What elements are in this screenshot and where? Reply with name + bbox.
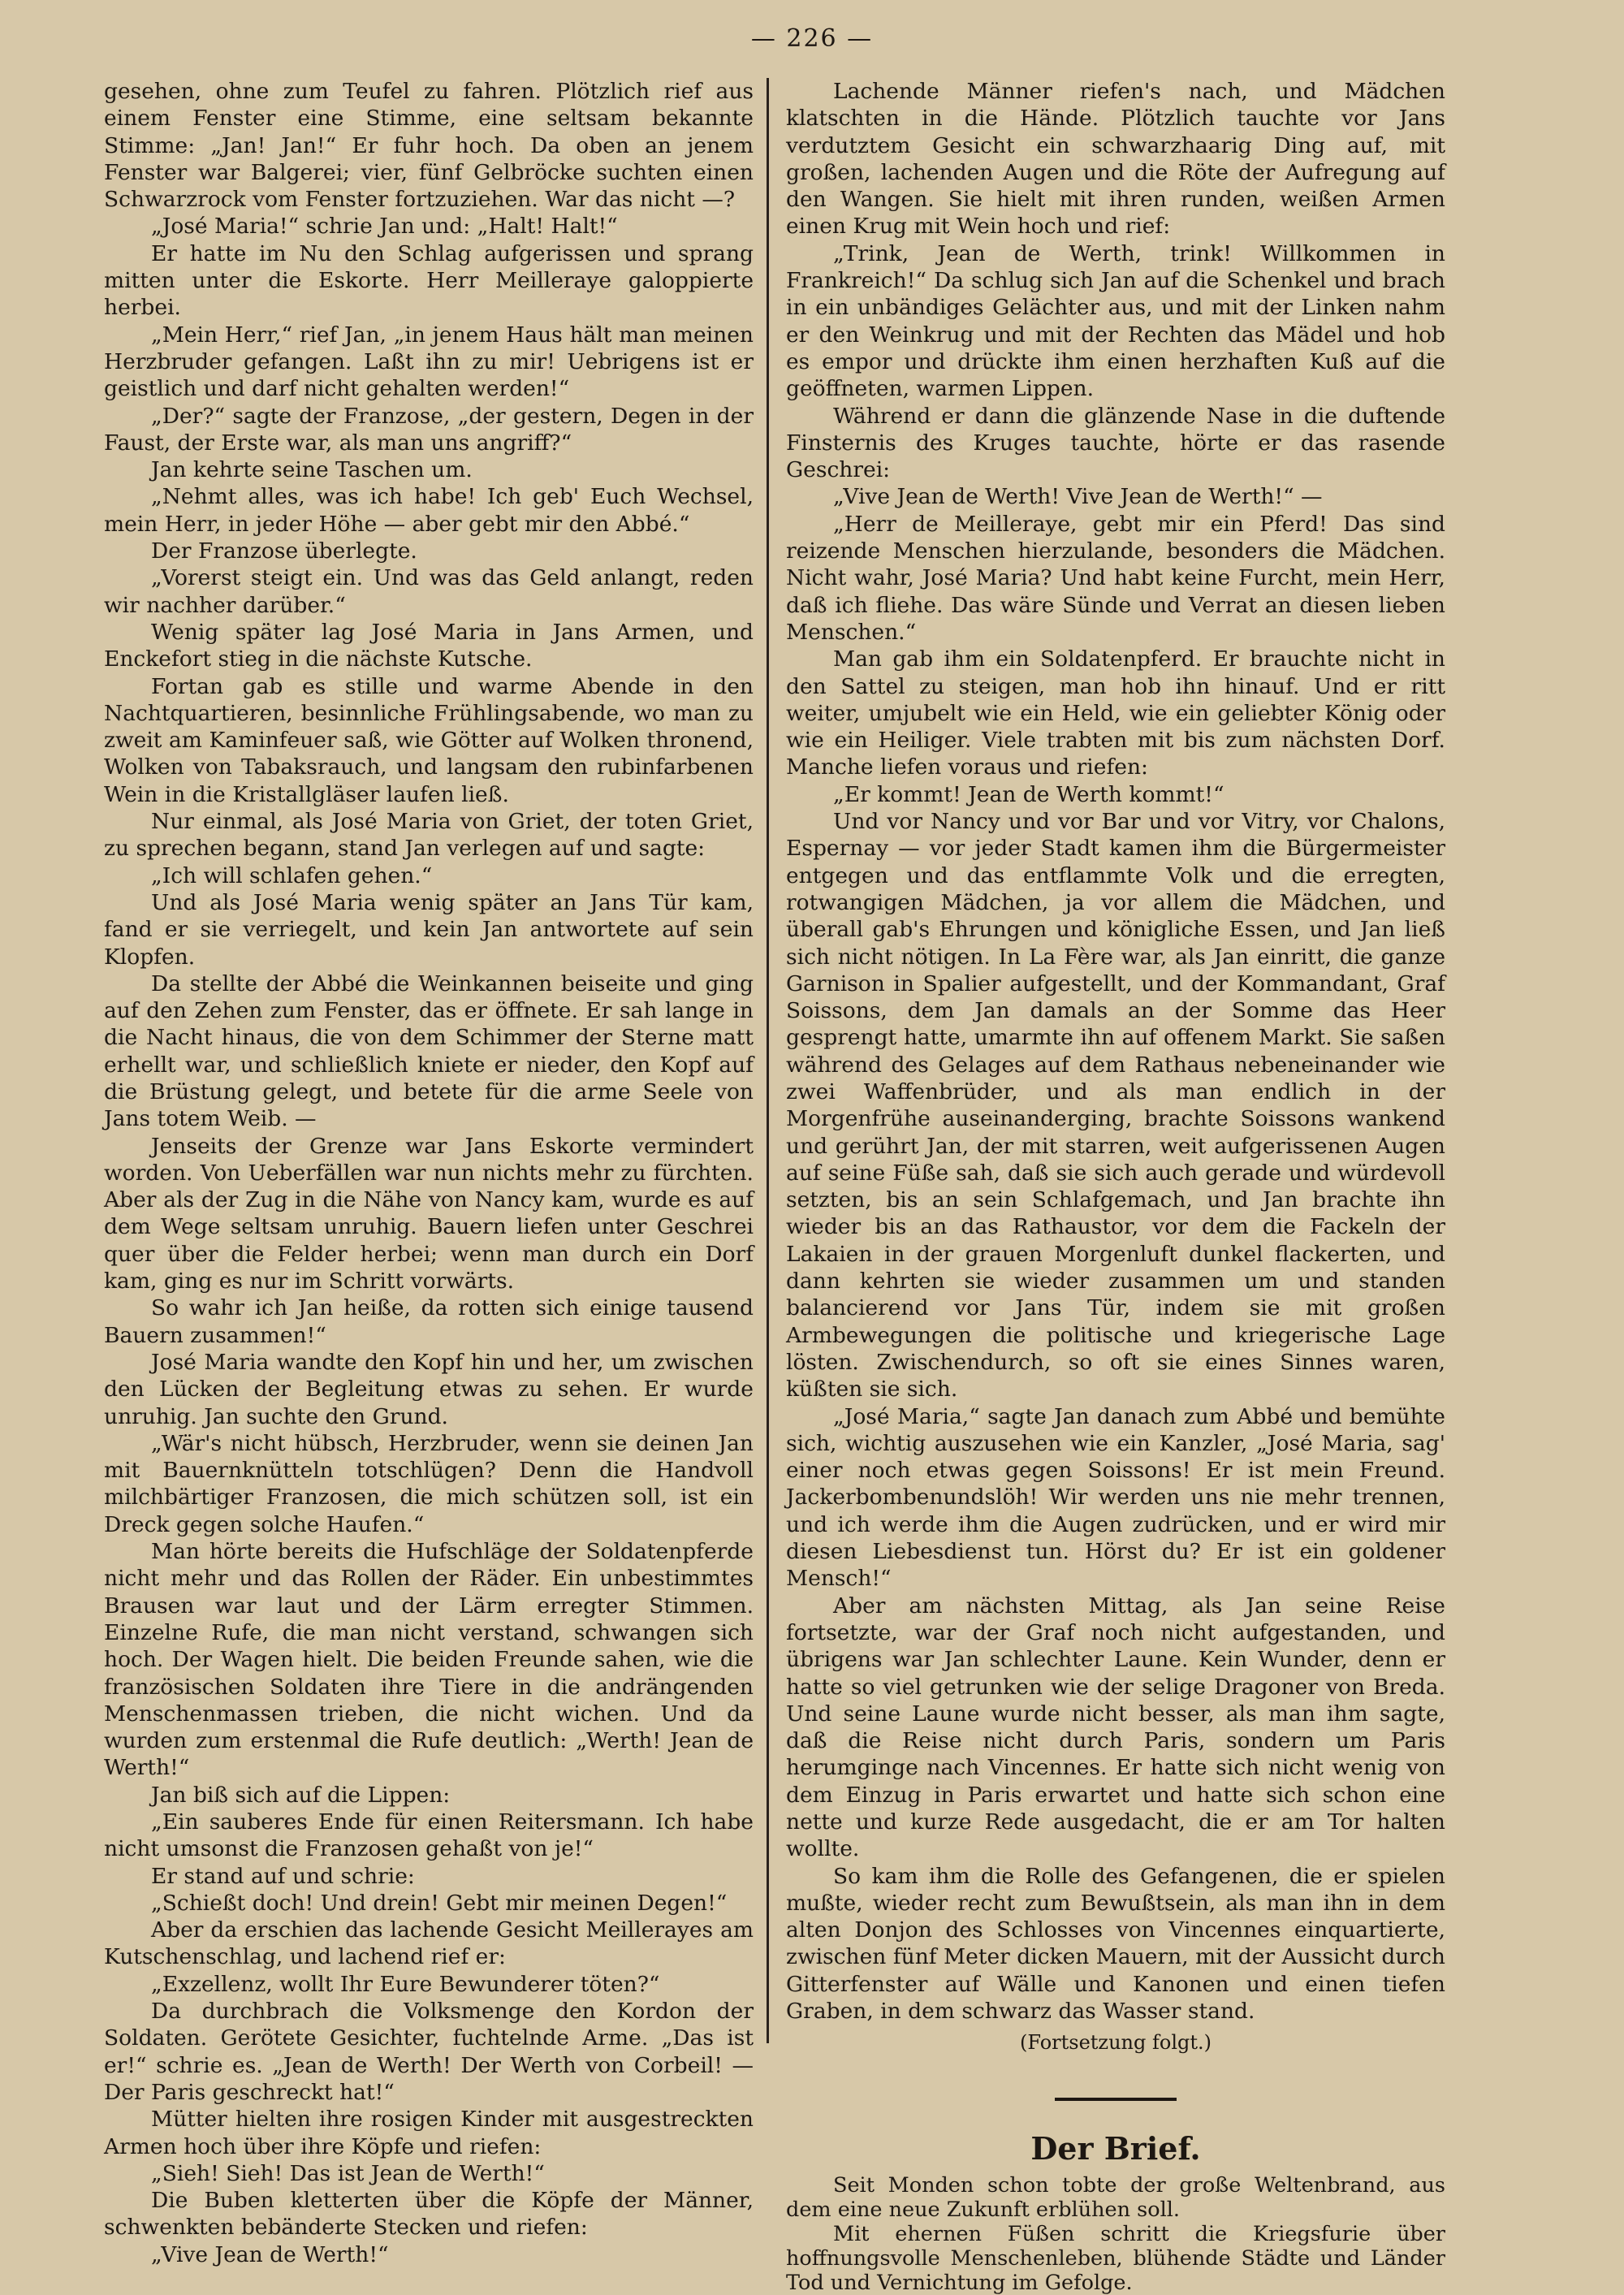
paragraph: „Mein Herr,“ rief Jan, „in jenem Haus hält man meinen Herzbruder gefangen. Laßt ihn zu mir! Uebrigens ist er geistlich und darf nicht gehalten werden!“ <box>104 322 754 402</box>
article-paragraph: Seit Monden schon tobte der große Weltenbrand, aus dem eine neue Zukunft erblühen soll. <box>786 2172 1445 2222</box>
paragraph: gesehen, ohne zum Teufel zu fahren. Plötzlich rief aus einem Fenster eine Stimme, eine seltsam bekannte Stimme: „Jan! Jan!“ Er fuhr hoch. Da oben an jenem Fenster war Balgerei; vier, fünf Gelbröcke suchten einen Schwarzrock vom Fenster fortzuziehen. War das nicht —? <box>104 79 754 213</box>
paragraph: „José Maria!“ schrie Jan und: „Halt! Halt!“ <box>151 214 618 240</box>
paragraph: Da stellte der Abbé die Weinkannen beiseite und ging auf den Zehen zum Fenster, das er öffnete. Er sah lange in die Nacht hinaus, die von dem Schimmer der Sterne matt erhellt war, und schließlich kniete er nieder, den Kopf auf die Brüstung gelegt, und betete für die arme Seele von Jans totem Weib. — <box>104 970 754 1132</box>
paragraph: Man gab ihm ein Soldatenpferd. Er brauchte nicht in den Sattel zu steigen, man hob ihn hinauf. Und er ritt weiter, umjubelt wie ein Held, wie ein geliebter König oder wie ein Heiliger. Viele trabten mit bis zum nächsten Dorf. Manche liefen voraus und riefen: <box>786 646 1445 780</box>
paragraph: „Ein sauberes Ende für einen Reitersmann. Ich habe nicht umsonst die Franzosen gehaßt von je!“ <box>104 1809 754 1862</box>
paragraph: Er hatte im Nu den Schlag aufgerissen und sprang mitten unter die Eskorte. Herr Meilleraye galoppierte herbei. <box>104 240 754 321</box>
paragraph: „Vive Jean de Werth!“ <box>151 2241 389 2267</box>
right-column <box>786 78 1445 2295</box>
paragraph: Jenseits der Grenze war Jans Eskorte vermindert worden. Von Ueberfällen war nun nichts mehr zu fürchten. Aber als der Zug in die Nähe von Nancy kam, wurde es auf dem Wege seltsam unruhig. Bauern liefen unter Geschrei quer über die Felder herbei; wenn man durch ein Dorf kam, ging es nur im Schritt vorwärts. <box>104 1133 754 1294</box>
paragraph: Wenig später lag José Maria in Jans Armen, und Enckefort stieg in die nächste Kutsche. <box>104 619 754 672</box>
paragraph: Fortan gab es stille und warme Abende in den Nachtquartieren, besinnliche Frühlingsabende, wo man zu zweit am Kaminfeuer saß, wie Götter auf Wolken thronend, Wolken von Tabaksrauch, und langsam den rubinfarbenen Wein in die Kristallgläser laufen ließ. <box>104 673 754 807</box>
paragraph: José Maria wandte den Kopf hin und her, um zwischen den Lücken der Begleitung etwas zu sehen. Er wurde unruhig. Jan suchte den Grund. <box>104 1349 754 1429</box>
paragraph: „Exzellenz, wollt Ihr Eure Bewunderer töten?“ <box>151 1971 660 1997</box>
paragraph: „Vive Jean de Werth! Vive Jean de Werth!“ — <box>833 484 1323 510</box>
paragraph: Da durchbrach die Volksmenge den Kordon der Soldaten. Gerötete Gesichter, fuchtelnde Arme. „Das ist er!“ schrie es. „Jean de Werth! Der Werth von Corbeil! — Der Paris geschreckt hat!“ <box>104 1999 754 2105</box>
paragraph: „Wär's nicht hübsch, Herzbruder, wenn sie deinen Jan mit Bauernknütteln totschlügen? Denn die Handvoll milchbärtiger Franzosen, die mich schützen soll, ist ein Dreck gegen solche Haufen.“ <box>104 1430 754 1537</box>
paragraph: So kam ihm die Rolle des Gefangenen, die er spielen mußte, wieder recht zum Bewußtsein, als man ihn in dem alten Donjon des Schlosses von Vincennes einquartierte, zwischen fünf Meter dicken Mauern, mit der Aussicht durch Gitterfenster auf Wälle und Kanonen und einen tiefen Graben, in dem schwarz das Wasser stand. <box>786 1863 1445 2025</box>
paragraph: „Vorerst steigt ein. Und was das Geld anlangt, reden wir nachher darüber.“ <box>104 565 754 618</box>
paragraph: Der Franzose überlegte. <box>151 538 417 564</box>
paragraph: Nur einmal, als José Maria von Griet, der toten Griet, zu sprechen begann, stand Jan verlegen auf und sagte: <box>104 809 754 862</box>
paragraph: Jan kehrte seine Taschen um. <box>151 457 473 483</box>
paragraph: Er stand auf und schrie: <box>151 1863 415 1889</box>
paragraph: „Herr de Meilleraye, gebt mir ein Pferd! Das sind reizende Menschen hierzulande, besonders die Mädchen. Nicht wahr, José Maria? Und habt keine Furcht, mein Herr, daß ich fliehe. Das wäre Sünde und Verrat an diesen lieben Menschen.“ <box>786 511 1445 645</box>
paragraph: Und als José Maria wenig später an Jans Tür kam, fand er sie verriegelt, und kein Jan antwortete auf sein Klopfen. <box>104 889 754 970</box>
paragraph: Lachende Männer riefen's nach, und Mädchen klatschten in die Hände. Plötzlich tauchte vor Jans verdutztem Gesicht ein schwarzhaarig Ding auf, mit großen, lachenden Augen und die Röte der Aufregung auf den Wangen. Sie hielt mit ihren runden, weißen Armen einen Krug mit Wein hoch und rief: <box>786 79 1445 240</box>
paragraph: Die Buben kletterten über die Köpfe der Männer, schwenkten bebänderte Stecken und riefen: <box>104 2188 754 2241</box>
paragraph: Mütter hielten ihre rosigen Kinder mit ausgestreckten Armen hoch über ihre Köpfe und riefen: <box>104 2107 754 2159</box>
page-number: — 226 — <box>750 24 874 53</box>
paragraph: Während er dann die glänzende Nase in die duftende Finsternis des Kruges tauchte, hörte er das rasende Geschrei: <box>786 403 1445 483</box>
section-separator <box>1055 2098 1177 2101</box>
paragraph: Jan biß sich auf die Lippen: <box>151 1782 451 1808</box>
left-column <box>104 78 754 2268</box>
paragraph: Aber am nächsten Mittag, als Jan seine Reise fortsetzte, war der Graf noch nicht aufgestanden, und übrigens war Jan schlechter Laune. Kein Wunder, denn er hatte so viel getrunken wie der selige Dragoner von Breda. Und seine Laune wurde nicht besser, als man ihm sagte, daß die Reise nicht durch Paris, sondern um Paris herumginge nach Vincennes. Er hatte sich nicht wenig von dem Einzug in Paris erwartet und hatte sich schon eine nette und kurze Rede ausgedacht, die er am Tor halten wollte. <box>786 1593 1445 1862</box>
paragraph: „Trink, Jean de Werth, trink! Willkommen in Frankreich!“ Da schlug sich Jan auf die Schenkel und brach in ein unbändiges Gelächter aus, und mit der Linken nahm er den Weinkrug und mit der Rechten das Mädel und hob es empor und drückte ihm einen herzhaften Kuß auf die geöffneten, warmen Lippen. <box>786 240 1445 402</box>
paragraph: „Der?“ sagte der Franzose, „der gestern, Degen in der Faust, der Erste war, als man uns angriff?“ <box>104 403 754 456</box>
paragraph: „Sieh! Sieh! Das ist Jean de Werth!“ <box>151 2160 545 2186</box>
right-column-paragraphs <box>786 78 1445 2025</box>
paragraph: Und vor Nancy und vor Bar und vor Vitry, vor Chalons, Espernay — vor jeder Stadt kamen ihm die Bürgermeister entgegen und das entflammte Volk und die erregten, rotwangigen Mädchen, ja vor allem die Mädchen, und überall gab's Ehrungen und königliche Essen, und Jan ließ sich nicht nötigen. In La Fère war, als Jan einritt, die ganze Garnison in Spalier aufgestellt, und der Kommandant, Graf Soissons, dem Jan damals an der Somme das Heer gesprengt hatte, umarmte ihn auf offenem Markt. Sie saßen während des Gelages auf dem Rathaus nebeneinander wie zwei Waffenbrüder, und als man endlich in der Morgenfrühe auseinanderging, brachte Soissons wankend und gerührt Jan, der mit starren, weit aufgerissenen Augen auf seine Füße sah, daß sie sich auch gerade und würdevoll setzten, bis an sein Schlafgemach, und Jan brachte ihn wieder bis an das Rathaustor, vor dem die Fackeln der Lakaien in der grauen Morgenluft dunkel flackerten, und dann kehrten sie wieder zusammen um und standen balancierend vor Jans Tür, indem sie mit großen Armbewegungen die politische und kriegerische Lage lösten. Zwischendurch, so oft sie eines Sinnes waren, küßten sie sich. <box>786 809 1445 1402</box>
paragraph: „Ich will schlafen gehen.“ <box>151 862 433 888</box>
column-divider <box>767 78 769 2043</box>
paragraph: „Nehmt alles, was ich habe! Ich geb' Euch Wechsel, mein Herr, in jeder Höhe — aber gebt mir den Abbé.“ <box>104 484 754 537</box>
paragraph: Man hörte bereits die Hufschläge der Soldatenpferde nicht mehr und das Rollen der Räder. Ein unbestimmtes Brausen war laut und der Lärm erregter Stimmen. Einzelne Rufe, die man nicht verstand, schwangen sich hoch. Der Wagen hielt. Die beiden Freunde sahen, wie die französischen Soldaten ihre Tiere in die andrängenden Menschenmassen trieben, die nicht wichen. Und da wurden zum erstenmal die Rufe deutlich: „Werth! Jean de Werth!“ <box>104 1539 754 1781</box>
paragraph: „Schießt doch! Und drein! Gebt mir meinen Degen!“ <box>151 1890 728 1916</box>
article-body <box>786 2173 1445 2295</box>
paragraph: „Er kommt! Jean de Werth kommt!“ <box>833 781 1224 807</box>
article-paragraph: Mit ehernen Füßen schritt die Kriegsfurie über hoffnungsvolle Menschenleben, blühende Städte und Länder Tod und Vernichtung im Gefolge. <box>786 2221 1445 2295</box>
paragraph: Aber da erschien das lachende Gesicht Meillerayes am Kutschenschlag, und lachend rief er: <box>104 1917 754 1970</box>
paragraph: „José Maria,“ sagte Jan danach zum Abbé und bemühte sich, wichtig auszusehen wie ein Kanzler, „José Maria, sag' einer noch etwas gegen Soissons! Er ist mein Freund. Jackerbombenundslöh! Wir werden uns nie mehr trennen, und ich werde ihm die Augen zudrücken, und er wird mir diesen Liebesdienst tun. Hörst du? Er ist ein goldener Mensch!“ <box>786 1403 1445 1592</box>
article-title: Der Brief. <box>1030 2129 1201 2167</box>
paragraph: So wahr ich Jan heiße, da rotten sich einige tausend Bauern zusammen!“ <box>104 1295 754 1348</box>
continuation-note: (Fortsetzung folgt.) <box>1020 2031 1212 2055</box>
